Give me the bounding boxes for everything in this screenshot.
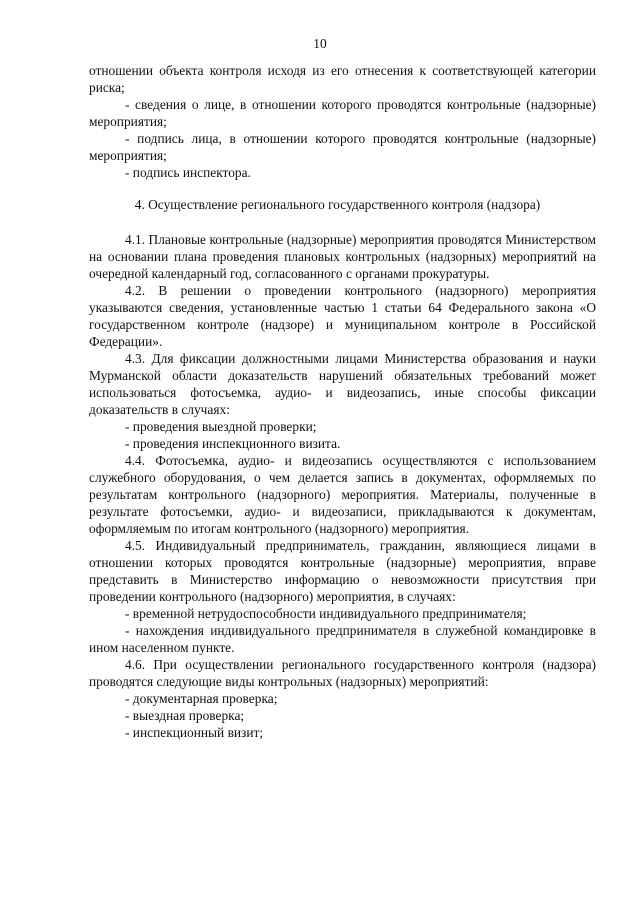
paragraph-continuation: отношении объекта контроля исходя из его отнесения к соответствующей категории риска;: [89, 63, 596, 95]
list-item: - подпись лица, в отношении которого проводятся контрольные (надзорные) мероприятия;: [89, 131, 596, 163]
document-body: [89, 62, 596, 741]
section-heading: 4. Осуществление регионального государственного контроля (надзора): [134, 197, 541, 212]
paragraph-4-1: 4.1. Плановые контрольные (надзорные) мероприятия проводятся Министерством на основании плана проведения плановых контрольных (надзорных) мероприятий на очередной календарный год, согласованного с органами прокуратуры.: [89, 232, 596, 281]
paragraph-4-6: 4.6. При осуществлении регионального государственного контроля (надзора) проводятся следующие виды контрольных (надзорных) мероприятий:: [89, 657, 596, 689]
list-item: - сведения о лице, в отношении которого проводятся контрольные (надзорные) мероприятия;: [89, 97, 596, 129]
list-item: - подпись инспектора.: [125, 165, 251, 180]
list-item: - выездная проверка;: [125, 708, 245, 723]
paragraph-4-2: 4.2. В решении о проведении контрольного (надзорного) мероприятия указываются сведения, установленные частью 1 статьи 64 Федерального закона «О государственном контроле (надзоре) и муниципальном контроле в Российской Федерации».: [89, 283, 596, 349]
paragraph-4-3: 4.3. Для фиксации должностными лицами Министерства образования и науки Мурманской области доказательств нарушений обязательных требований может использоваться фотосъемка, аудио- и видеозапись, иные способы фиксации доказательств в случаях:: [89, 351, 596, 417]
list-item: - нахождения индивидуального предпринимателя в служебной командировке в ином населенном пункте.: [89, 623, 596, 655]
paragraph-4-5: 4.5. Индивидуальный предприниматель, гражданин, являющиеся лицами в отношении которых проводятся контрольные (надзорные) мероприятия, вправе представить в Министерство информацию о невозможности присутствия при проведении контрольного (надзорного) мероприятия, в случаях:: [89, 538, 596, 604]
list-item: - временной нетрудоспособности индивидуального предпринимателя;: [125, 606, 527, 621]
page-number: 10: [313, 36, 327, 51]
list-item: - проведения инспекционного визита.: [125, 436, 341, 451]
list-item: - документарная проверка;: [125, 691, 278, 706]
list-item: - проведения выездной проверки;: [125, 419, 317, 434]
list-item: - инспекционный визит;: [125, 725, 264, 740]
paragraph-4-4: 4.4. Фотосъемка, аудио- и видеозапись осуществляются с использованием служебного оборудования, о чем делается запись в документах, оформляемых по результатам контрольного (надзорного) мероприятия. Материалы, полученные в результате фотосъемки, аудио- и видеозаписи, прикладываются к документам, оформляемым по итогам контрольного (надзорного) мероприятия.: [89, 453, 596, 536]
